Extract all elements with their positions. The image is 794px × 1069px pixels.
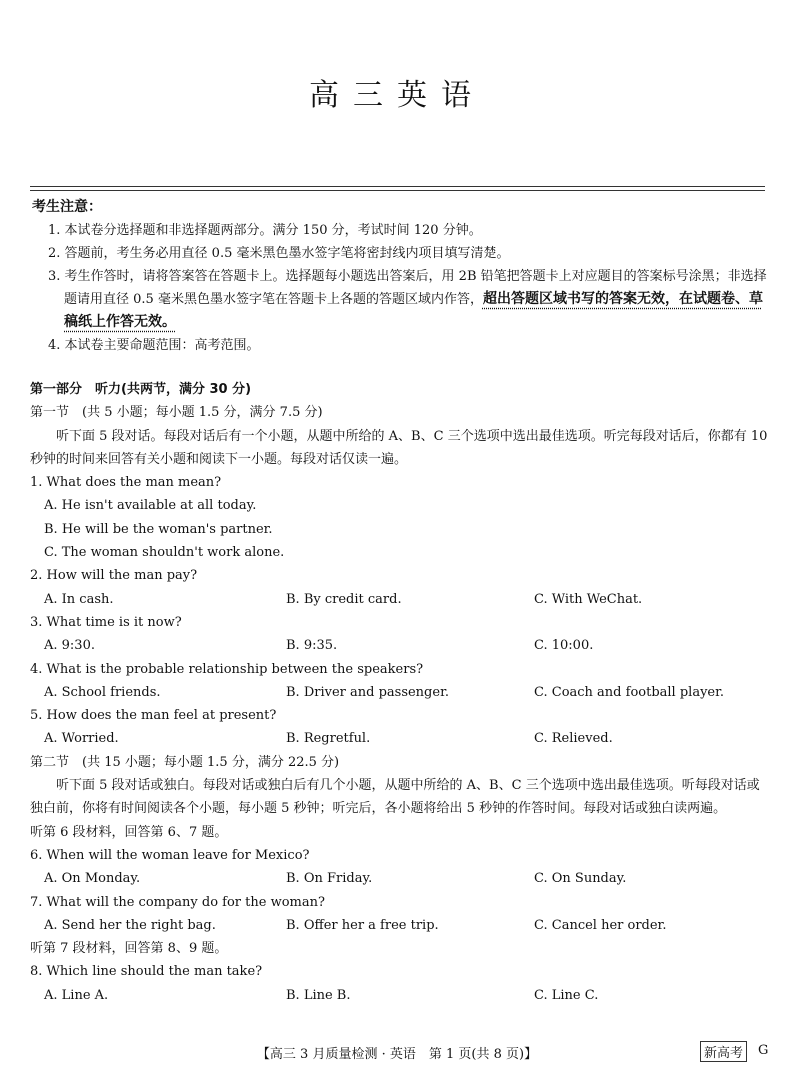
- notice-item: [32, 265, 772, 334]
- footer-version-letter: G: [758, 1043, 769, 1058]
- option-c: C. Line C.: [534, 987, 599, 1003]
- question-text: 1. What does the man mean?: [30, 475, 222, 491]
- question-text: 3. What time is it now?: [30, 614, 182, 630]
- options-row: [30, 984, 770, 1007]
- option-a: A. He isn't available at all today.: [44, 498, 257, 514]
- divider-rule: [30, 186, 765, 187]
- listening-section: [30, 378, 770, 1007]
- option-b: B. 9:35.: [286, 638, 338, 654]
- option-c: C. With WeChat.: [534, 591, 643, 607]
- option-c: C. 10:00.: [534, 638, 594, 654]
- notice-item-text: 3. 考生作答时，请将答案答在答题卡上。选择题每小题选出答案后，用 2B 铅笔把答题卡上对应题目的答案标号涂黑；非选择题请用直径 0.5 毫米黑色墨水签字笔在答题卡上各题的答题区域内作答，: [48, 269, 767, 307]
- option-b: B. Regretful.: [286, 731, 371, 747]
- question-text: 4. What is the probable relationship between the speakers?: [30, 661, 424, 677]
- option-a: A. Line A.: [44, 987, 109, 1003]
- section-instructions: 听下面 5 段对话或独白。每段对话或独白后有几个小题，从题中所给的 A、B、C 三个选项中选出最佳选项。听每段对话或独白前，你将有时间阅读各个小题，每小题 5 秒钟；听完后，各小题将给出 5 秒钟的作答时间。每段对话或独白读两遍。: [30, 778, 760, 817]
- option-a: A. 9:30.: [44, 638, 95, 654]
- question-text: 5. How does the man feel at present?: [30, 708, 277, 724]
- notice-item: 1. 本试卷分选择题和非选择题两部分。满分 150 分，考试时间 120 分钟。: [48, 223, 482, 238]
- option-a: A. School friends.: [44, 684, 161, 700]
- footer-brand-box: 新高考: [700, 1041, 747, 1062]
- option-b: B. Line B.: [286, 987, 351, 1003]
- option-c: C. Cancel her order.: [534, 917, 667, 933]
- options-row: [30, 914, 770, 937]
- question-text: 6. When will the woman leave for Mexico?: [30, 847, 310, 863]
- option-b: B. On Friday.: [286, 871, 373, 887]
- divider-rule: [30, 190, 765, 191]
- options-row: [30, 727, 770, 750]
- question-text: 8. Which line should the man take?: [30, 964, 263, 980]
- option-a: A. On Monday.: [44, 871, 141, 887]
- notice-heading: 考生注意：: [32, 199, 102, 215]
- footer-page-info: 【高三 3 月质量检测 · 英语 第 1 页(共 8 页)】: [256, 1047, 538, 1062]
- option-c: C. Coach and football player.: [534, 684, 725, 700]
- question-text: 7. What will the company do for the woman?: [30, 894, 325, 910]
- notice-warning-bold: 超出答题区域书写的答案无效，在试题卷、草稿纸上作答无效。: [64, 291, 763, 330]
- options-row: [30, 634, 770, 657]
- material-note: 听第 7 段材料，回答第 8、9 题。: [30, 941, 228, 957]
- options-row: [30, 681, 770, 704]
- option-b: B. He will be the woman's partner.: [44, 521, 273, 537]
- option-a: A. Send her the right bag.: [44, 917, 216, 933]
- option-a: A. Worried.: [44, 731, 119, 747]
- candidate-notice: [32, 196, 772, 357]
- options-row: [30, 867, 770, 890]
- question-text: 2. How will the man pay?: [30, 568, 198, 584]
- section-heading: 第一节 (共 5 小题；每小题 1.5 分，满分 7.5 分): [30, 405, 323, 421]
- option-a: A. In cash.: [44, 591, 114, 607]
- section-instructions: 听下面 5 段对话。每段对话后有一个小题，从题中所给的 A、B、C 三个选项中选出最佳选项。听完每段对话后，你都有 10 秒钟的时间来回答有关小题和阅读下一小题。每段对话仅读一遍。: [30, 428, 768, 467]
- option-c: C. The woman shouldn't work alone.: [44, 545, 285, 561]
- option-b: B. Offer her a free trip.: [286, 917, 439, 933]
- option-c: C. Relieved.: [534, 731, 613, 747]
- option-c: C. On Sunday.: [534, 871, 627, 887]
- notice-item: 4. 本试卷主要命题范围：高考范围。: [48, 338, 260, 353]
- notice-item: 2. 答题前，考生务必用直径 0.5 毫米黑色墨水签字笔将密封线内项目填写清楚。: [48, 246, 510, 261]
- options-row: [30, 588, 770, 611]
- option-b: B. Driver and passenger.: [286, 684, 449, 700]
- page-title: 高三英语: [309, 78, 485, 113]
- part-heading: 第一部分 听力(共两节，满分 30 分): [30, 382, 252, 397]
- option-b: B. By credit card.: [286, 591, 402, 607]
- material-note: 听第 6 段材料，回答第 6、7 题。: [30, 824, 228, 840]
- section-heading: 第二节 (共 15 小题；每小题 1.5 分，满分 22.5 分): [30, 754, 340, 770]
